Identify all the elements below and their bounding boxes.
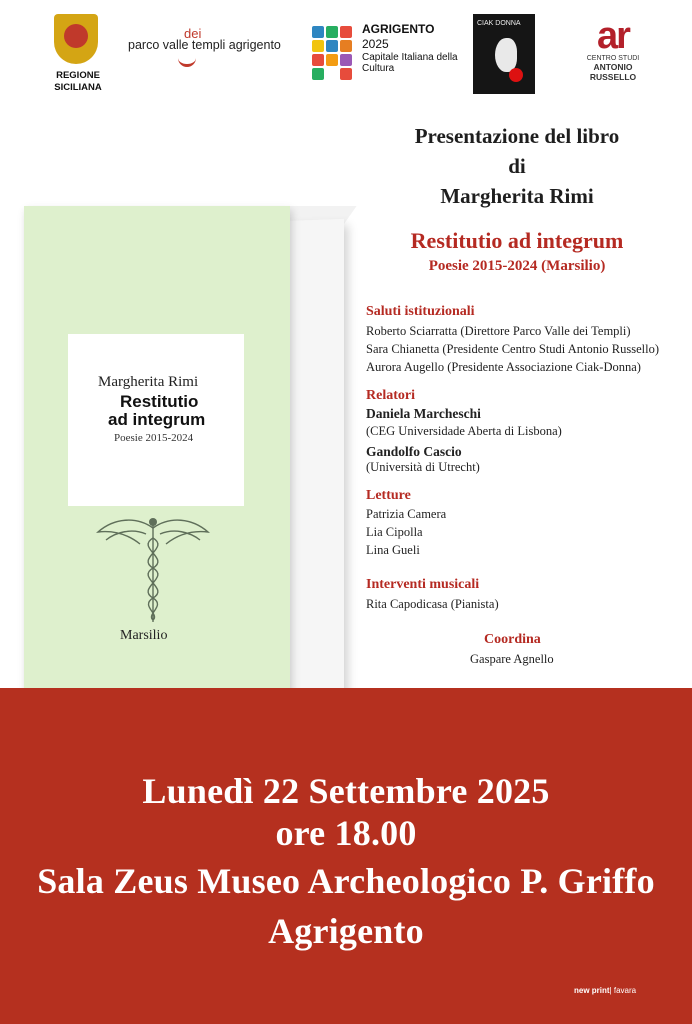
saluti-item: Aurora Augello (Presidente Associazione Ciak-Donna)	[366, 360, 641, 374]
ciak-label: CIAK DONNA	[477, 20, 521, 27]
relatore-affiliation: (Università di Utrecht)	[366, 460, 480, 474]
agrigento-pattern-icon	[312, 26, 354, 78]
event-venue: Sala Zeus Museo Archeologico P. Griffo	[37, 861, 655, 901]
saluti-heading: Saluti istituzionali	[366, 304, 475, 319]
parco-dei: dei	[184, 26, 202, 41]
agrigento-2025-logo	[312, 20, 472, 82]
ar-mark: ar	[597, 15, 629, 57]
ciak-donna-logo	[473, 14, 535, 94]
book-title: Restitutio ad integrum	[410, 228, 624, 253]
cover-publisher: Marsilio	[120, 628, 168, 643]
ar-line2: ANTONIO	[593, 62, 633, 72]
musica-item: Rita Capodicasa (Pianista)	[366, 597, 499, 611]
letture-heading: Letture	[366, 488, 411, 503]
caduceus-icon	[96, 510, 210, 626]
ar-line1: CENTRO STUDI	[586, 55, 640, 62]
parco-mark-icon	[178, 52, 196, 67]
author-name: Margherita Rimi	[440, 184, 594, 208]
relatore-name: Gandolfo Cascio	[366, 444, 462, 459]
event-date: Lunedì 22 Settembre 2025	[142, 771, 550, 811]
cover-author: Margherita Rimi	[98, 374, 199, 390]
presentation-di: di	[508, 154, 526, 178]
parco-valle-templi-logo	[128, 26, 288, 70]
agrigento-year: 2025	[362, 37, 389, 51]
event-city: Agrigento	[268, 911, 424, 951]
musica-heading: Interventi musicali	[366, 577, 480, 592]
regione-label: REGIONE SICILIANA	[54, 70, 102, 93]
printer-name: new print	[574, 986, 610, 995]
agrigento-caption: Capitale Italiana della Cultura	[362, 52, 458, 74]
cover-title-line2: ad integrum	[108, 410, 206, 429]
coordina-name: Gaspare Agnello	[470, 652, 554, 666]
face-profile-icon	[495, 38, 517, 72]
lettura-item: Patrizia Camera	[366, 507, 447, 521]
relatore-affiliation: (CEG Universidade Aberta di Lisbona)	[366, 424, 562, 438]
cover-years: Poesie 2015-2024	[114, 432, 194, 444]
lettura-item: Lina Gueli	[366, 543, 420, 557]
saluti-item: Sara Chianetta (Presidente Centro Studi Antonio Russello)	[366, 342, 660, 356]
printer-location: | favara	[609, 986, 637, 995]
saluti-item: Roberto Sciarratta (Direttore Parco Valle dei Templi)	[366, 324, 631, 338]
presentation-heading: Presentazione del libro	[414, 124, 620, 148]
book-subtitle: Poesie 2015-2024 (Marsilio)	[428, 258, 606, 274]
printer-credit	[574, 986, 636, 995]
relatori-heading: Relatori	[366, 388, 415, 403]
event-time: ore 18.00	[275, 813, 417, 853]
centro-studi-russello-logo	[582, 15, 644, 90]
cover-title-line1: Restitutio	[120, 392, 199, 411]
parco-text: parco valle templi agrigento	[128, 38, 281, 52]
event-band	[0, 688, 692, 1024]
ar-line3: RUSSELLO	[589, 72, 637, 82]
coordina-heading: Coordina	[484, 632, 541, 647]
trinacria-shield-icon	[54, 14, 98, 64]
regione-siciliana-logo	[44, 14, 112, 102]
agrigento-title: AGRIGENTO	[362, 22, 435, 36]
lettura-item: Lia Cipolla	[366, 525, 423, 539]
rose-icon	[509, 68, 523, 82]
relatore-name: Daniela Marcheschi	[366, 406, 481, 421]
